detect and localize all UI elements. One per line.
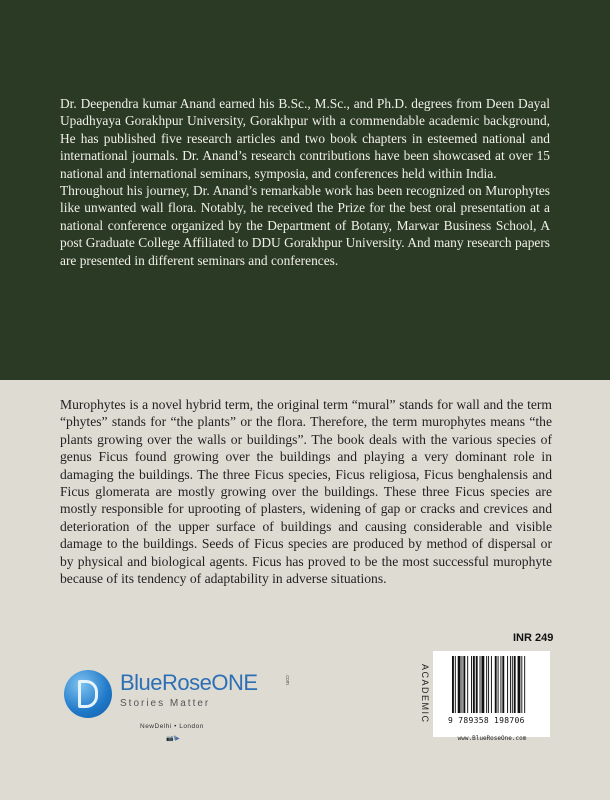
author-bio bbox=[60, 95, 550, 269]
publisher-tagline: Stories Matter bbox=[120, 698, 211, 709]
social-icons: 📷f▶ bbox=[166, 736, 180, 742]
publisher-logo bbox=[60, 660, 310, 750]
brand-suffix: ONE bbox=[211, 670, 258, 695]
book-blurb bbox=[60, 396, 552, 587]
publisher-cities: NewDelhi • London bbox=[140, 723, 204, 730]
brand-sup: .com bbox=[284, 674, 290, 685]
bluerose-logo-icon bbox=[64, 670, 112, 718]
price-label: INR 249 bbox=[513, 632, 554, 644]
brand-main: BlueRose bbox=[120, 670, 212, 695]
isbn-barcode bbox=[452, 656, 544, 713]
category-label: ACADEMIC bbox=[420, 664, 430, 724]
author-bio-panel bbox=[0, 0, 610, 380]
bio-paragraph-1: Dr. Deependra kumar Anand earned his B.Sc., M.Sc., and Ph.D. degrees from Deen Dayal Upadhyaya Gorakhpur University, Gorakhpur with a commendable academic background, He has published five research articles and two book chapters in esteemed national and international journals. Dr. Anand’s research contributions have been showcased at over 15 national and international seminars, symposia, and conferences held within India. bbox=[60, 96, 550, 181]
bio-paragraph-2: Throughout his journey, Dr. Anand’s remarkable work has been recognized on Murophytes like unwanted wall flora. Notably, he received the Prize for the best oral presentation at a national conference organized by the Department of Botany, Marwar Business School, A post Graduate College Affiliated to DDU Gorakhpur University. And many research papers are presented in different seminars and conferences. bbox=[60, 183, 550, 268]
blurb-text: Murophytes is a novel hybrid term, the original term “mural” stands for wall and the term “phytes” stands for “the plants” or the flora. Therefore, the term murophytes means “the plants growing over the walls or buildings”. The book deals with the various species of genus Ficus found growing over the buildings and playing a very dominant role in damaging the buildings. The three Ficus species, Ficus religiosa, Ficus benghalensis and Ficus glomerata are mostly growing over the buildings. These three Ficus species are mostly responsible for uprooting of plasters, widening of gap or cracks and crevices and deterioration of the upper surface of buildings and causing considerable and visible damage to the buildings. Seeds of Ficus species are produced by method of dispersal or by physical and biological agents. Ficus has proved to be the most successful murophyte because of its tendency of adaptability in adverse situations. bbox=[60, 397, 552, 587]
publisher-website: www.BlueRoseOne.com bbox=[457, 735, 527, 742]
isbn-number: 9 789358 198706 bbox=[448, 716, 525, 725]
publisher-brand bbox=[120, 670, 258, 696]
